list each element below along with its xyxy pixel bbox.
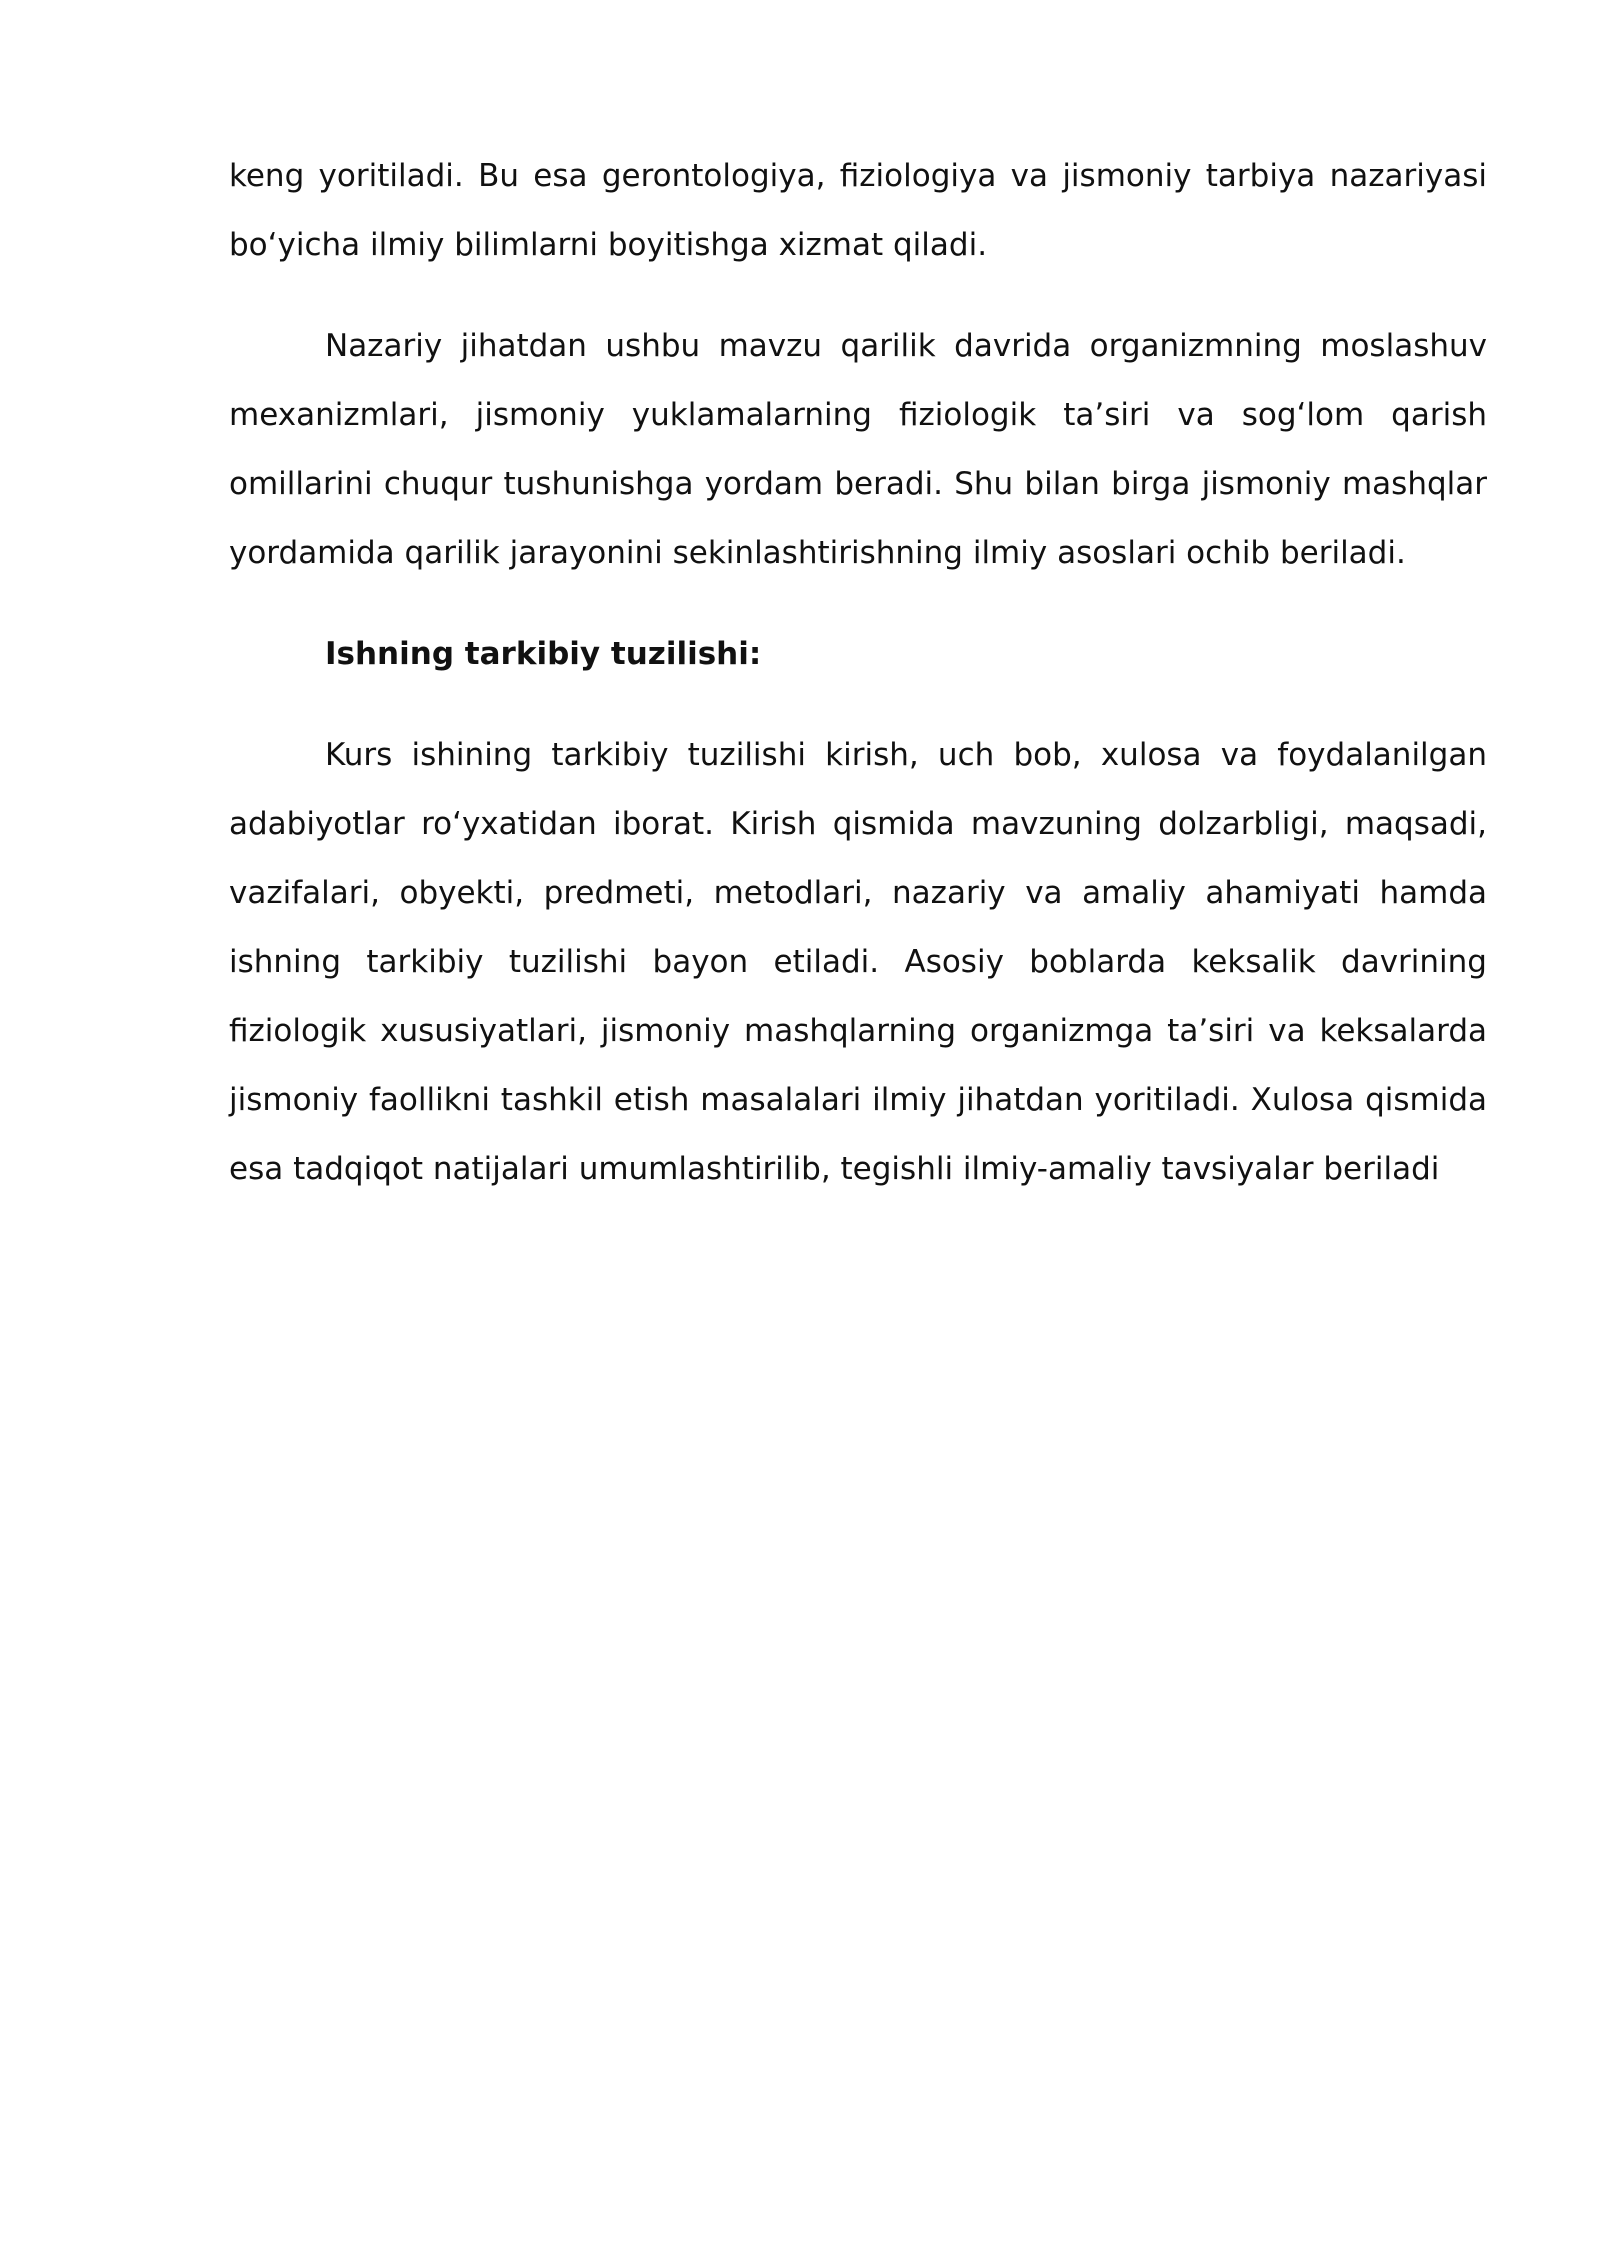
page-body [229, 142, 1487, 1236]
paragraph-theoretical-significance: Nazariy jihatdan ushbu mavzu qarilik davrida organizmning moslashuv mexanizmlari, jismoniy yuklamalarning fiziologik ta’siri va sog‘lom qarish omillarini chuqur tushunishga yordam beradi. Shu bilan birga jismoniy mashqlar yordamida qarilik jarayonini sekinlashtirishning ilmiy asoslari ochib beriladi. [229, 328, 1487, 571]
paragraph-continuation: keng yoritiladi. Bu esa gerontologiya, fiziologiya va jismoniy tarbiya nazariyasi bo‘yicha ilmiy bilimlarni boyitishga xizmat qiladi. [229, 158, 1487, 263]
section-heading: Ishning tarkibiy tuzilishi: [325, 636, 762, 672]
paragraph-structure: Kurs ishining tarkibiy tuzilishi kirish, uch bob, xulosa va foydalanilgan adabiyotlar ro‘yxatidan iborat. Kirish qismida mavzuning dolzarbligi, maqsadi, vazifalari, obyekti, predmeti, metodlari, nazariy va amaliy ahamiyati hamda ishning tarkibiy tuzilishi bayon etiladi. Asosiy boblarda keksalik davrining fiziologik xususiyatlari, jismoniy mashqlarning organizmga ta’siri va keksalarda jismoniy faollikni tashkil etish masalalari ilmiy jihatdan yoritiladi. Xulosa qismida esa tadqiqot natijalari umumlashtirilib, tegishli ilmiy-amaliy tavsiyalar beriladi [229, 737, 1487, 1187]
